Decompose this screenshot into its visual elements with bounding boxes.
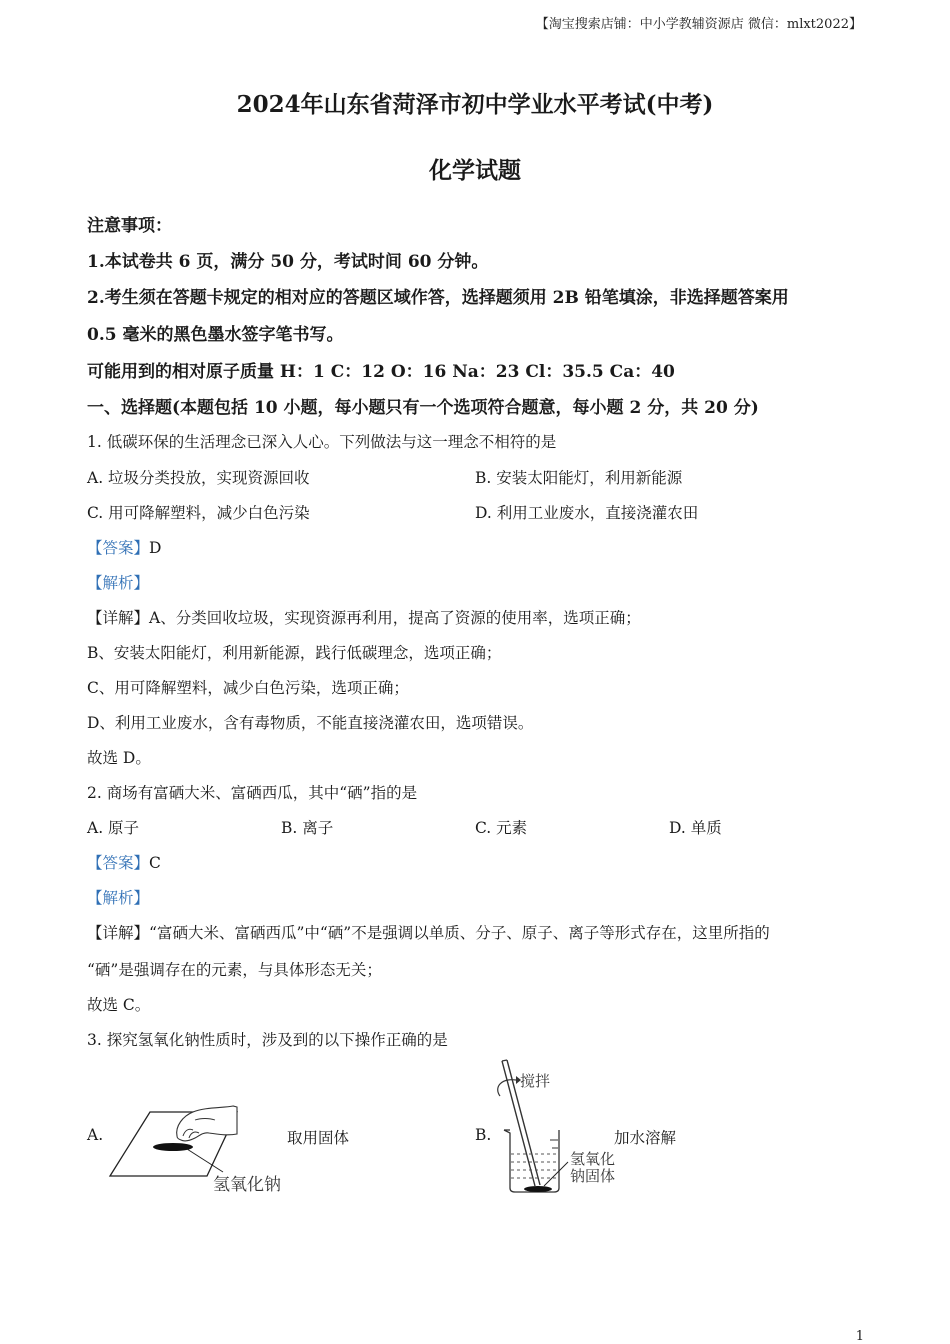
q1-detail-1: [87, 606, 641, 628]
q2-analysis-tag: 【解析】: [87, 889, 150, 907]
q1-option-b: B. 安装太阳能灯，利用新能源: [475, 469, 683, 487]
q3-option-b-fig-solid1: 氢氧化: [570, 1150, 616, 1168]
q1-conclusion: 故选 D。: [87, 749, 151, 767]
answer-tag: 【答案】: [87, 854, 150, 872]
notice-item-1: 1.本试卷共 6 页，满分 50 分，考试时间 60 分钟。: [87, 252, 489, 272]
q1-detail-3: C、用可降解塑料，减少白色污染，选项正确；: [87, 679, 409, 697]
notice-item-2: 2.考生须在答题卡规定的相对应的答题区域作答，选择题须用 2B 铅笔填涂，非选择题答案用: [87, 288, 789, 308]
q1-option-c: C. 用可降解塑料，减少白色污染: [87, 504, 310, 522]
detail-text: A、分类回收垃圾，实现资源再利用，提高了资源的使用率，选项正确；: [149, 609, 641, 627]
exam-title: 2024年山东省菏泽市初中学业水平考试(中考): [236, 91, 714, 118]
q2-option-b: B. 离子: [281, 819, 334, 837]
notice-item-2-cont: 0.5 毫米的黑色墨水签字笔书写。: [87, 325, 344, 345]
detail-text: “富硒大米、富硒西瓜”中“硒”不是强调以单质、分子、原子、离子等形式存在，这里所指的: [149, 924, 770, 942]
q1-detail-2: B、安装太阳能灯，利用新能源，践行低碳理念，选项正确；: [87, 644, 502, 662]
atomic-masses: 可能用到的相对原子质量 H：1 C：12 O：16 Na：23 Cl：35.5 Ca：40: [87, 362, 675, 382]
q3-option-a-letter: A.: [87, 1126, 104, 1144]
q2-detail-2: “硒”是强调存在的元素，与具体形态无关；: [87, 961, 382, 979]
answer-value: C: [149, 854, 161, 872]
q2-detail-1: [87, 921, 770, 943]
q3-option-b-letter: B.: [475, 1126, 492, 1144]
detail-tag: 【详解】: [87, 924, 150, 942]
q3-stem: 3. 探究氢氧化钠性质时，涉及到的以下操作正确的是: [87, 1031, 448, 1049]
q3-option-a-fig-label: 氢氧化钠: [213, 1175, 281, 1195]
q2-answer: [87, 851, 161, 873]
q3-option-a-caption: 取用固体: [287, 1129, 350, 1147]
q2-option-d: D. 单质: [669, 819, 722, 837]
notice-heading: 注意事项：: [87, 216, 172, 236]
q2-stem: 2. 商场有富硒大米、富硒西瓜，其中“硒”指的是: [87, 784, 418, 802]
q2-option-c: C. 元素: [475, 819, 528, 837]
q3-option-b-caption: 加水溶解: [614, 1129, 677, 1147]
q1-detail-4: D、利用工业废水，含有毒物质，不能直接浇灌农田，选项错误。: [87, 714, 534, 732]
q1-stem: 1. 低碳环保的生活理念已深入人心。下列做法与这一理念不相符的是: [87, 433, 557, 451]
q1-option-d: D. 利用工业废水，直接浇灌农田: [475, 504, 699, 522]
q3-option-b-figure: [490, 1058, 620, 1198]
q3-option-b-fig-stir: 搅拌: [520, 1072, 551, 1090]
q1-answer: [87, 536, 161, 558]
answer-value: D: [149, 539, 162, 557]
q2-conclusion: 故选 C。: [87, 996, 151, 1014]
section-heading: 一、选择题(本题包括 10 小题，每小题只有一个选项符合题意，每小题 2 分，共 20 分): [87, 398, 759, 418]
answer-tag: 【答案】: [87, 539, 150, 557]
header-shop-note: 【淘宝搜索店铺：中小学教辅资源店 微信：mlxt2022】: [535, 17, 862, 32]
exam-subtitle: 化学试题: [429, 157, 521, 184]
q2-option-a: A. 原子: [87, 819, 140, 837]
q1-option-a: A. 垃圾分类投放，实现资源回收: [87, 469, 310, 487]
detail-tag: 【详解】: [87, 609, 150, 627]
q1-analysis-tag: 【解析】: [87, 574, 150, 592]
q3-option-a-figure: [105, 1100, 290, 1200]
page-number: 1: [855, 1329, 864, 1344]
q3-option-b-fig-solid2: 钠固体: [570, 1167, 616, 1185]
